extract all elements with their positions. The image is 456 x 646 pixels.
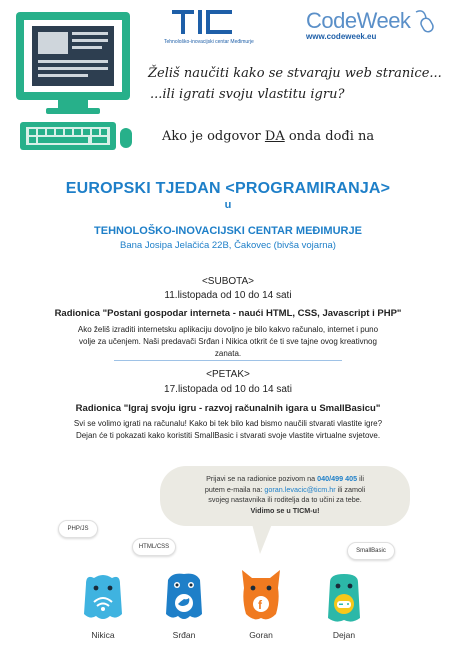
signup-phone[interactable]: 040/499 405 [317,474,358,483]
intro-line-2: ...ili igrati svoju vlastitu igru? [150,87,345,102]
badge-htmlcss: HTML/CSS [132,538,176,556]
friday-description-2: Dejan će ti pokazati kako koristiti SmallBasic i stvarati svoje vlastite virtualne svjetove. [75,431,381,440]
character-goran [238,566,284,626]
signup-line-1: Prijavi se na radionice pozivom na 040/499 405 ili [206,474,364,483]
character-name-goran: Goran [249,630,273,640]
signup-email[interactable]: goran.levacic@ticm.hr [264,484,336,494]
character-nikica [80,574,126,624]
tic-logo-mark [172,10,234,36]
friday-date: 17.listopada od 10 do 14 sati [164,384,292,395]
event-u: u [224,199,232,211]
codeweek-wordmark: CodeWeek [306,8,411,33]
character-dejan [322,572,366,626]
event-title: EUROPSKI TJEDAN <PROGRAMIRANJA> [65,180,391,197]
badge-phpjs: PHP/JS [58,520,98,538]
saturday-date: 11.listopada od 10 do 14 sati [164,290,292,301]
signup-line-2: putem e-maila na: goran.levacic@ticm.hr ili zamoli [204,484,366,494]
character-name-srdjan: Srđan [172,630,196,640]
codeweek-logo[interactable] [306,8,436,41]
signup-bubble-tail [252,524,272,554]
tic-subtitle: Tehnološko-inovacijski centar Međimurje [164,39,254,45]
signup-line-3: svojeg nastavnika ili roditelja da to učini za tebe. [208,495,362,504]
character-name-nikica: Nikica [91,630,115,640]
section-divider [114,360,342,361]
computer-icon [16,12,136,162]
saturday-workshop: Radionica "Postani gospodar interneta - naući HTML, CSS, Javascript i PHP" [54,308,402,319]
event-venue: TEHNOLOŠKO-INOVACIJSKI CENTAR MEĐIMURJE [94,225,362,237]
signup-line-4: Vidimo se u TICM-u! [250,505,320,515]
gamepad-icon [337,601,351,608]
character-srdjan [162,572,206,624]
friday-description-1: Svi se volimo igrati na računalu! Kako bi tek bilo kad bismo naučili stvarati vlastite igre? [73,419,383,428]
intro-line-3 [162,129,374,144]
badge-smallbasic: SmallBasic [347,542,395,560]
friday-workshop: Radionica "Igraj svoju igru - razvoj računalnih igara u SmallBasicu" [75,403,381,414]
tic-logo [164,10,274,45]
intro-line-3-post: onda dođi na [284,129,375,144]
intro-da: DA [264,129,285,144]
intro-line-1: Želiš naučiti kako se stvaraju web stranice... [148,66,442,81]
signup-text [166,474,404,516]
mouse-icon [414,8,436,40]
event-address: Bana Josipa Jelačića 22B, Čakovec (bivša vojarna) [120,240,336,251]
saturday-day: <SUBOTA> [201,276,255,287]
intro-line-3-pre: Ako je odgovor [162,129,265,144]
facebook-icon: f [258,598,262,612]
saturday-description: Ako želiš izraditi internetsku aplikaciju dovoljno je bilo kakvo računalo, internet i puno volje za učenjem. Naši predavači Srđan i Nikica otkrit će ti sve tajne ovog kreativnog zanata. [77,325,379,358]
codeweek-url[interactable]: www.codeweek.eu [306,32,377,41]
friday-day: <PETAK> [206,369,250,380]
character-name-dejan: Dejan [332,630,356,640]
